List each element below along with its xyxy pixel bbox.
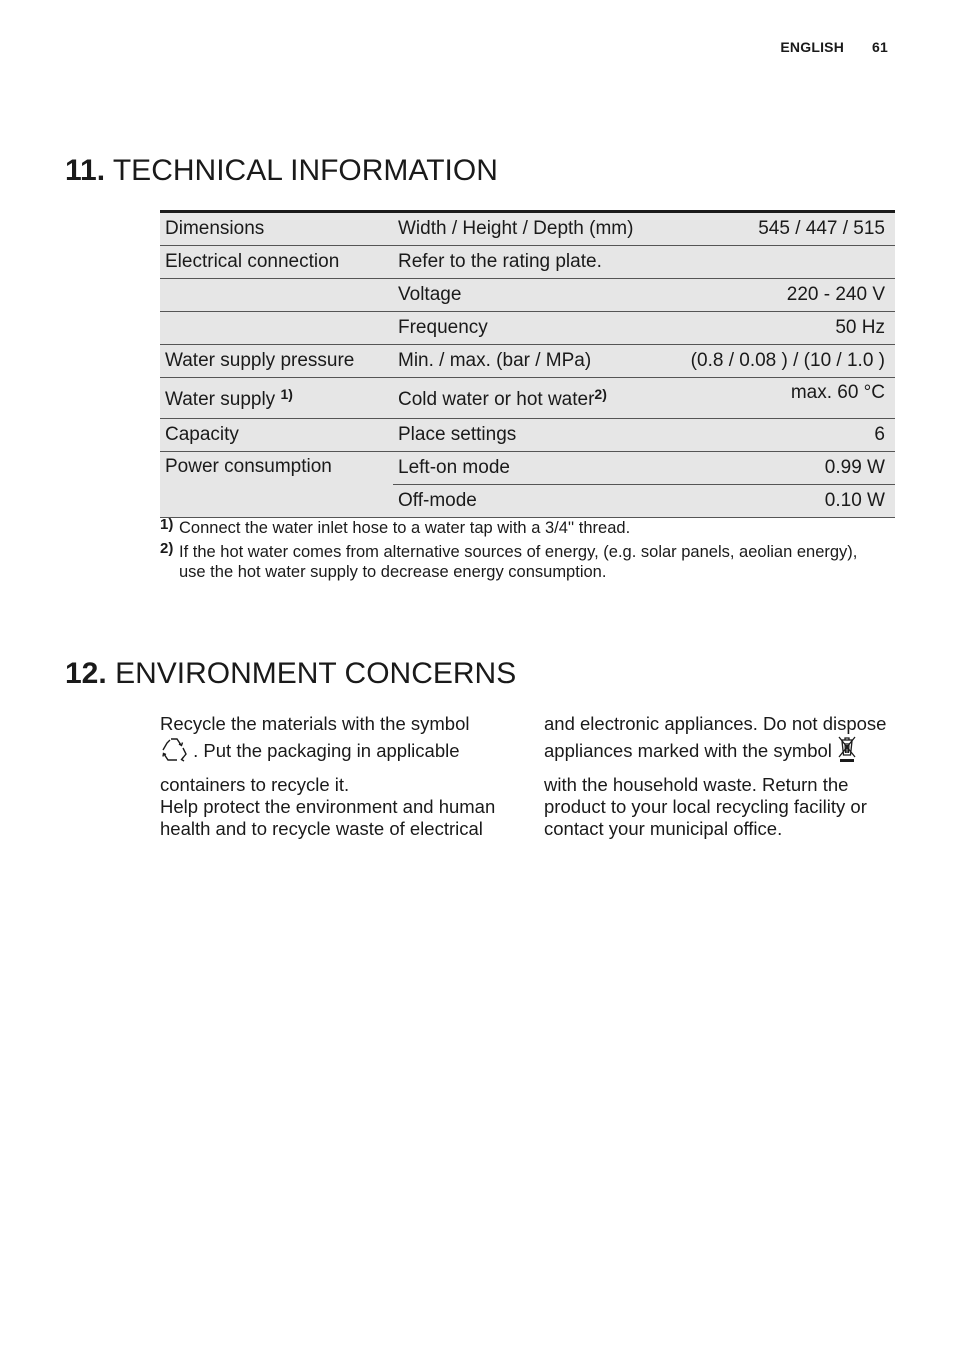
cell-text: Water supply — [165, 388, 276, 410]
footnote — [160, 542, 860, 582]
crossed-out-bin-icon — [837, 735, 857, 768]
table-row — [160, 345, 895, 378]
table-cell: Frequency — [393, 312, 673, 345]
table-cell: Electrical connection — [160, 246, 393, 279]
page-header — [780, 39, 888, 55]
footnote — [160, 518, 860, 538]
footnote-text: Connect the water inlet hose to a water tap with a 3/4'' thread. — [179, 519, 631, 537]
section-title-text: ENVIRONMENT CONCERNS — [115, 657, 517, 690]
table-cell: Place settings — [393, 419, 673, 452]
table-cell: 0.10 W — [673, 485, 895, 518]
table-cell: Capacity — [160, 419, 393, 452]
section-number: 12. — [65, 657, 107, 690]
table-cell: Power consumption — [160, 452, 393, 518]
footnote-mark: 1) — [160, 516, 174, 533]
cell-text: Cold water or hot water — [398, 388, 595, 410]
table-cell: Min. / max. (bar / MPa) — [393, 345, 673, 378]
table-cell: Voltage — [393, 279, 673, 312]
table-row — [160, 378, 895, 419]
table-row — [160, 419, 895, 452]
table-row — [160, 279, 895, 312]
table-row — [160, 212, 895, 246]
table-cell: Dimensions — [160, 212, 393, 246]
table-cell: 50 Hz — [673, 312, 895, 345]
table-cell — [160, 378, 393, 419]
footnote-text: If the hot water comes from alternative sources of energy, (e.g. solar panels, aeolian energy), use the hot water supply to decrease energy consumption. — [179, 543, 858, 581]
text-line: with the household waste. Return the product to your local recycling facility or contact your municipal office. — [544, 774, 867, 839]
paragraph — [160, 713, 505, 840]
environment-text-left — [160, 713, 505, 840]
table-cell: max. 60 °C — [673, 378, 895, 419]
footnote-mark: 2) — [160, 540, 174, 557]
table-cell: Off-mode — [393, 485, 673, 518]
table-row — [160, 312, 895, 345]
section-title-environment-concerns — [65, 657, 516, 691]
table-cell — [160, 312, 393, 345]
text-line: appliances marked with the symbol — [544, 740, 832, 761]
table-cell — [673, 246, 895, 279]
section-title-technical-information — [65, 154, 498, 188]
table-cell: 220 - 240 V — [673, 279, 895, 312]
text-line: Recycle the materials with the symbol — [160, 713, 470, 734]
paragraph — [544, 713, 896, 840]
table-cell: 6 — [673, 419, 895, 452]
footnotes — [160, 518, 860, 586]
table-cell: Water supply pressure — [160, 345, 393, 378]
table-cell: Refer to the rating plate. — [393, 246, 673, 279]
table-cell: 545 / 447 / 515 — [673, 212, 895, 246]
table-cell: Left-on mode — [393, 452, 673, 485]
technical-information-table — [160, 210, 895, 518]
language-label: ENGLISH — [780, 39, 845, 55]
text-line: containers to recycle it. — [160, 774, 350, 795]
text-line: and electronic appliances. Do not dispose — [544, 713, 887, 734]
text-line: Help protect the environment and human health and to recycle waste of electrical — [160, 796, 496, 839]
recycle-icon — [160, 735, 188, 768]
section-title-text: TECHNICAL INFORMATION — [112, 154, 498, 187]
table-row — [160, 246, 895, 279]
text-line: . Put the packaging in applicable — [193, 740, 460, 761]
table-cell: Width / Height / Depth (mm) — [393, 212, 673, 246]
table-cell — [160, 279, 393, 312]
footnote-ref: 1) — [280, 385, 293, 402]
page-number: 61 — [872, 39, 888, 55]
table-cell: (0.8 / 0.08 ) / (10 / 1.0 ) — [673, 345, 895, 378]
table-cell: 0.99 W — [673, 452, 895, 485]
environment-text-right — [544, 713, 896, 840]
footnote-ref: 2) — [594, 385, 607, 402]
table-row — [160, 452, 895, 485]
section-number: 11. — [65, 154, 106, 187]
table-cell — [393, 378, 673, 419]
